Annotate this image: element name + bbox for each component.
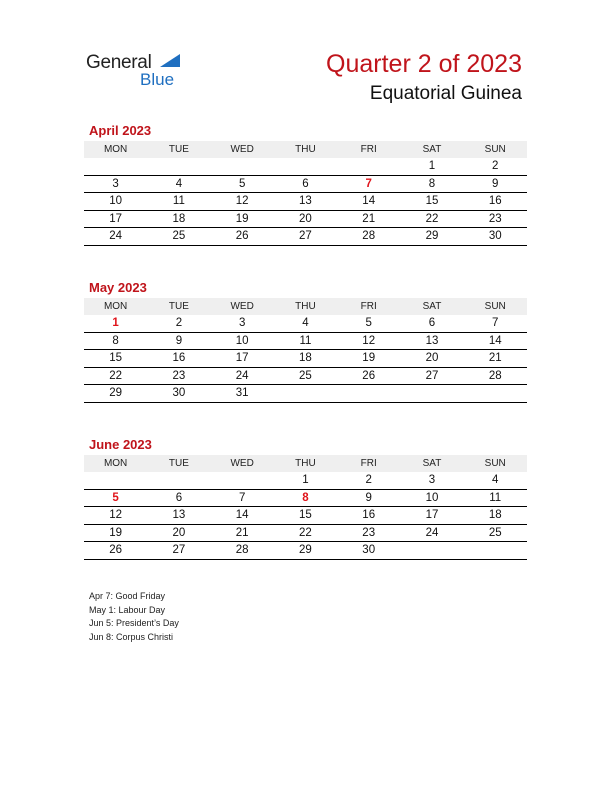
page-title: Quarter 2 of 2023	[326, 50, 522, 78]
day-cell: 14	[488, 334, 502, 347]
weekday-label: SUN	[484, 458, 506, 469]
day-cell: 25	[172, 230, 186, 242]
day-cell	[464, 542, 527, 559]
day-cell: 13	[299, 195, 312, 207]
holiday-day-cell: 7	[365, 177, 372, 190]
day-cell: 7	[492, 317, 499, 329]
day-cell: 12	[109, 509, 123, 521]
week-row	[84, 193, 527, 211]
weekday-label: SAT	[422, 301, 442, 312]
day-cell: 22	[109, 369, 123, 382]
day-cell: 24	[235, 369, 249, 382]
day-cell: 16	[362, 509, 376, 521]
week-row	[84, 542, 527, 560]
weekday-header	[84, 141, 527, 158]
day-cell: 28	[235, 544, 249, 556]
day-cell: 13	[172, 509, 186, 521]
day-cell: 11	[299, 334, 312, 347]
holiday-item: Apr 7: Good Friday	[89, 591, 166, 601]
day-cell: 30	[172, 387, 186, 399]
day-cell: 15	[109, 352, 123, 364]
country-name: Equatorial Guinea	[369, 83, 522, 104]
day-cell	[274, 385, 337, 402]
day-cell: 3	[112, 177, 119, 190]
week-row	[84, 333, 527, 351]
day-cell: 11	[172, 195, 185, 207]
day-cell: 24	[109, 230, 123, 242]
day-cell	[274, 158, 337, 175]
day-cell: 17	[109, 212, 123, 225]
weekday-label: MON	[103, 458, 128, 469]
day-cell: 21	[362, 212, 376, 225]
week-row	[84, 368, 527, 386]
day-cell	[211, 472, 274, 489]
week-row	[84, 211, 527, 229]
day-cell	[147, 158, 210, 175]
weekday-label: TUE	[168, 458, 189, 469]
day-cell: 19	[362, 352, 376, 364]
day-cell: 5	[238, 177, 246, 190]
weekday-label: SAT	[422, 144, 442, 155]
weekday-label: MON	[103, 301, 128, 312]
day-cell: 28	[362, 230, 376, 242]
day-cell	[400, 542, 463, 559]
day-cell: 6	[302, 177, 309, 190]
day-cell: 29	[425, 230, 439, 242]
day-cell: 23	[172, 369, 186, 382]
weekday-label: THU	[295, 301, 316, 312]
week-row	[84, 507, 527, 525]
day-cell: 29	[299, 544, 312, 556]
day-cell: 14	[362, 195, 376, 207]
day-cell	[337, 385, 400, 402]
day-cell: 30	[362, 544, 376, 556]
week-row	[84, 490, 527, 508]
generalblue-logo	[86, 50, 186, 90]
day-cell: 15	[299, 509, 312, 521]
day-cell: 21	[488, 352, 502, 364]
day-cell: 5	[365, 317, 372, 329]
logo-triangle-icon	[160, 54, 180, 67]
day-cell: 10	[235, 334, 249, 347]
day-cell: 14	[235, 509, 249, 521]
day-cell: 12	[235, 195, 249, 207]
month-calendar	[84, 436, 527, 560]
day-cell: 6	[428, 317, 436, 329]
day-cell: 10	[425, 491, 439, 504]
day-cell: 17	[235, 352, 249, 364]
weekday-label: WED	[230, 144, 254, 155]
day-cell: 30	[488, 230, 502, 242]
day-cell: 2	[492, 160, 499, 172]
weekday-label: SAT	[422, 458, 442, 469]
day-cell: 9	[492, 177, 499, 190]
logo-word-general: General	[86, 52, 152, 73]
week-row	[84, 525, 527, 543]
day-cell: 8	[428, 177, 436, 190]
day-cell: 12	[362, 334, 376, 347]
day-cell	[84, 472, 147, 489]
day-cell: 9	[175, 334, 183, 347]
week-row	[84, 158, 527, 176]
day-cell: 2	[365, 474, 372, 486]
day-cell: 11	[489, 491, 502, 504]
day-cell	[211, 158, 274, 175]
day-cell: 20	[299, 212, 312, 225]
weekday-label: FRI	[360, 301, 377, 312]
day-cell: 31	[235, 387, 249, 399]
logo-word-blue: Blue	[140, 70, 175, 89]
day-cell: 10	[109, 195, 123, 207]
holiday-list	[89, 590, 179, 644]
day-cell: 21	[235, 526, 249, 539]
holiday-item: May 1: Labour Day	[89, 604, 166, 615]
day-cell: 19	[235, 212, 249, 225]
day-cell: 27	[299, 230, 312, 242]
holiday-day-cell: 5	[112, 491, 119, 504]
week-row	[84, 350, 527, 368]
month-title: May 2023	[89, 280, 147, 295]
day-cell: 20	[172, 526, 186, 539]
weekday-header	[84, 455, 527, 472]
week-row	[84, 472, 527, 490]
weekday-label: WED	[230, 301, 254, 312]
day-cell: 4	[302, 317, 309, 329]
day-cell: 17	[425, 509, 439, 521]
day-cell: 29	[109, 387, 123, 399]
week-row	[84, 385, 527, 403]
day-cell: 3	[238, 317, 246, 329]
holiday-day-cell: 8	[302, 491, 309, 504]
month-calendar	[84, 122, 527, 246]
day-cell: 28	[488, 369, 502, 382]
month-title: June 2023	[89, 437, 152, 452]
day-cell: 1	[428, 160, 436, 172]
day-cell: 26	[109, 544, 123, 556]
weekday-label: MON	[103, 144, 128, 155]
day-cell: 20	[425, 352, 439, 364]
day-cell	[84, 158, 147, 175]
day-cell: 6	[175, 491, 183, 504]
day-cell: 22	[425, 212, 439, 225]
day-cell: 13	[425, 334, 439, 347]
day-cell	[464, 385, 527, 402]
day-cell: 2	[175, 317, 183, 329]
day-cell: 4	[175, 177, 183, 190]
holiday-day-cell: 1	[112, 317, 119, 329]
weekday-label: THU	[295, 144, 316, 155]
day-cell: 27	[425, 369, 439, 382]
day-cell: 15	[425, 195, 439, 207]
day-cell	[147, 472, 210, 489]
day-cell: 8	[112, 334, 119, 347]
weekday-label: FRI	[360, 144, 377, 155]
day-cell: 22	[299, 526, 312, 539]
month-calendar	[84, 279, 527, 403]
day-cell: 25	[299, 369, 312, 382]
weekday-label: THU	[295, 458, 316, 469]
day-cell: 7	[238, 491, 246, 504]
day-cell	[337, 158, 400, 175]
weekday-label: WED	[230, 458, 254, 469]
day-cell: 25	[488, 526, 502, 539]
day-cell: 18	[488, 509, 502, 521]
month-title: April 2023	[89, 123, 152, 138]
day-cell: 23	[362, 526, 376, 539]
day-cell: 18	[299, 352, 312, 364]
day-cell: 4	[492, 474, 499, 486]
weekday-label: TUE	[168, 144, 189, 155]
week-row	[84, 228, 527, 246]
day-cell: 3	[428, 474, 436, 486]
weekday-label: TUE	[168, 301, 189, 312]
weekday-header	[84, 298, 527, 315]
holiday-item: Jun 8: Corpus Christi	[89, 631, 174, 642]
day-cell: 1	[302, 474, 309, 486]
day-cell: 19	[109, 526, 123, 539]
day-cell: 24	[425, 526, 439, 539]
weekday-label: SUN	[484, 144, 506, 155]
day-cell	[400, 385, 463, 402]
day-cell: 16	[172, 352, 186, 364]
day-cell: 9	[365, 491, 372, 504]
holiday-item: Jun 5: President’s Day	[89, 618, 179, 628]
day-cell: 27	[172, 544, 186, 556]
week-row	[84, 315, 527, 333]
day-cell: 26	[235, 230, 249, 242]
week-row	[84, 176, 527, 194]
weekday-label: SUN	[484, 301, 506, 312]
day-cell: 23	[488, 212, 502, 225]
day-cell: 16	[488, 195, 502, 207]
weekday-label: FRI	[360, 458, 377, 469]
day-cell: 18	[172, 212, 186, 225]
day-cell: 26	[362, 369, 376, 382]
